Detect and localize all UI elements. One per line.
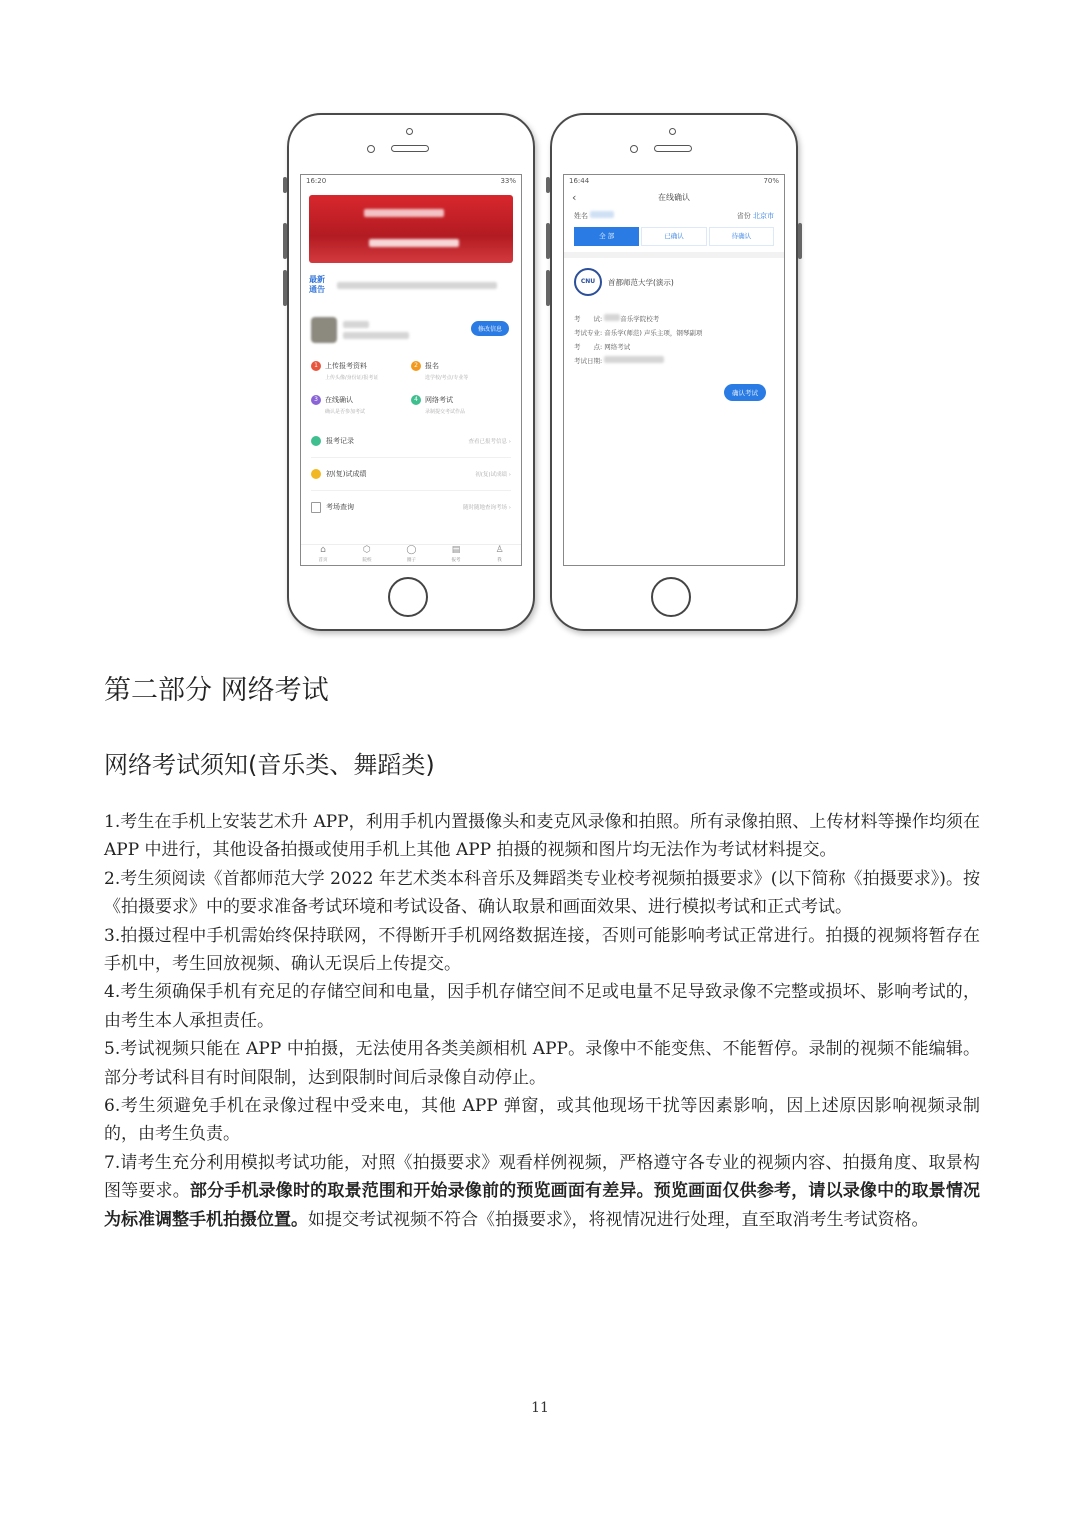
tab-home[interactable]	[318, 546, 327, 565]
exam-details	[574, 312, 774, 368]
tab-label: 我	[497, 557, 502, 563]
status-battery: 33%	[500, 177, 516, 185]
paragraph-3: 3.拍摄过程中手机需始终保持联网，不得断开手机网络数据连接，否则可能影响考试正常进行。拍摄的视频将暂存在手机中，考生回放视频、确认无误后上传提交。	[104, 925, 980, 975]
screen-title: 在线确认	[658, 192, 690, 202]
user-profile	[311, 315, 511, 345]
menu-item-label: 报名	[425, 362, 439, 370]
status-battery: 70%	[763, 177, 779, 185]
university-logo-icon: CNU	[574, 268, 602, 296]
earpiece	[391, 145, 429, 152]
status-bar	[301, 175, 521, 187]
bottom-tab-bar	[301, 544, 521, 565]
paragraph-7-bold: 部分手机录像时的取景范围和开始录像前的预览画面有差异。预览画面仅供参考，请以录像中的取景情况为标准调整手机拍摄位置。	[104, 1181, 981, 1230]
sub-title: 网络考试须知(音乐类、舞蹈类)	[104, 751, 435, 779]
edit-info-button[interactable]: 修改信息	[471, 321, 509, 336]
detail-label: 考 点:	[574, 343, 603, 351]
user-icon: ♙	[495, 544, 504, 555]
sensor	[630, 145, 638, 153]
phone-screen	[300, 174, 522, 566]
side-button	[546, 177, 550, 193]
status-time: 16:20	[306, 177, 327, 185]
menu-item-sub: 选学校/考点/专业等	[425, 375, 469, 381]
province-label: 省份	[736, 212, 751, 220]
detail-value: 音乐学(师范) 声乐主项，钢琴副项	[604, 329, 703, 337]
notice-body	[104, 808, 980, 1234]
page-number: 11	[531, 1400, 549, 1416]
paragraph-7-text-end: 如提交考试视频不符合《拍摄要求》，将视情况进行处理，直至取消考生考试资格。	[308, 1209, 929, 1230]
detail-label: 考试专业:	[574, 329, 603, 337]
step-3-icon: 3	[311, 395, 321, 405]
score-icon	[311, 469, 321, 479]
filter-tabs	[574, 227, 774, 246]
avatar	[311, 317, 337, 343]
step-4-icon: 4	[411, 395, 421, 405]
step-2-icon: 2	[411, 361, 421, 371]
menu-grid	[311, 361, 511, 415]
side-button	[798, 223, 802, 259]
list-item[interactable]	[311, 458, 511, 491]
nav-bar	[564, 187, 784, 207]
list-item-label: 初(复)试成绩	[326, 470, 367, 478]
paragraph-6: 6.考生须避免手机在录像过程中受来电，其他 APP 弹窗，或其他现场干扰等因素影响，因上述原因影响视频录制的，由考生负责。	[104, 1096, 980, 1145]
school-icon: ⬡	[363, 544, 371, 555]
list-item-hint: 查看已报考信息 ›	[468, 439, 511, 445]
tab-schools[interactable]	[362, 546, 371, 565]
record-icon	[311, 436, 321, 446]
menu-item-sub: 确认是否参加考试	[325, 409, 366, 415]
phone-mockup-online-confirm	[550, 113, 798, 631]
front-camera	[669, 128, 676, 135]
notice-bar[interactable]	[309, 275, 513, 295]
side-button	[546, 223, 550, 259]
tab-me[interactable]	[495, 546, 503, 565]
divider	[564, 252, 784, 258]
paragraph-2: 2.考生须阅读《首都师范大学 2022 年艺术类本科音乐及舞蹈类专业校考视频拍摄要求》(以下简称《拍摄要求》)。按《拍摄要求》中的要求准备考试环境和考试设备、确认取景和画面效果、进行模拟考试和正式考试。	[104, 868, 980, 918]
home-icon: ⌂	[320, 544, 326, 555]
university-name: 首都师范大学(演示)	[608, 277, 674, 287]
menu-item[interactable]	[311, 361, 411, 381]
side-button	[283, 270, 287, 306]
detail-label: 考试日期:	[574, 357, 603, 365]
status-bar	[564, 175, 784, 187]
side-button	[283, 223, 287, 259]
menu-item-sub: 上传头像/身份证/报考证	[325, 375, 379, 381]
university-header	[574, 268, 774, 296]
paragraph-4: 4.考生须确保手机有充足的存储空间和电量，因手机存储空间不足或电量不足导致录像不完整或损坏、影响考试的，由考生本人承担责任。	[104, 982, 980, 1031]
phone-mockup-home	[287, 113, 535, 631]
list-item[interactable]	[311, 491, 511, 523]
earpiece	[654, 145, 692, 152]
list-item-hint: 随时随地查询考场 ›	[463, 505, 511, 511]
menu-item-label: 在线确认	[325, 396, 353, 404]
tab-label: 圈子	[406, 557, 416, 563]
tab-label: 院校	[362, 557, 372, 563]
menu-item-sub: 录制提交考试作品	[425, 409, 466, 415]
paragraph-1: 1.考生在手机上安装艺术升 APP，利用手机内置摄像头和麦克风录像和拍照。所有录像拍照、上传材料等操作均须在 APP 中进行，其他设备拍摄或使用手机上其他 APP 拍摄的视频和图片均无法作为考试材料提交。	[104, 812, 980, 861]
tab-apply[interactable]	[451, 546, 460, 565]
detail-value: 音乐学院校考	[620, 315, 660, 323]
list-item-label: 报考记录	[326, 437, 354, 445]
side-button	[546, 270, 550, 306]
applicant-info	[574, 211, 774, 221]
notice-text	[337, 282, 497, 289]
notice-label: 最新通告	[309, 275, 325, 294]
paragraph-7-text: 7.请考生充分利用模拟考试功能，对照《拍摄要求》观看样例视频，严格遵守各专业的视频内容、拍摄角度、取景构图等要求。	[104, 1152, 980, 1202]
chat-icon: ◯	[406, 544, 417, 555]
home-banner[interactable]	[309, 195, 513, 263]
home-button	[388, 577, 428, 617]
tab-all[interactable]: 全 部	[574, 227, 639, 246]
sensor	[367, 145, 375, 153]
phone-screen	[563, 174, 785, 566]
front-camera	[406, 128, 413, 135]
confirm-exam-button[interactable]: 确认考试	[724, 384, 766, 401]
side-button	[283, 177, 287, 193]
list-item[interactable]	[311, 425, 511, 458]
tab-circle[interactable]	[406, 546, 416, 565]
home-button	[651, 577, 691, 617]
paragraph-7	[104, 1149, 980, 1234]
paragraph-5: 5.考试视频只能在 APP 中拍摄，无法使用各类美颜相机 APP。录像中不能变焦、不能暂停。录制的视频不能编辑。部分考试科目有时间限制，达到限制时间后录像自动停止。	[104, 1039, 980, 1088]
menu-item-label: 网络考试	[425, 396, 453, 404]
tab-pending[interactable]: 待确认	[709, 227, 774, 246]
menu-item[interactable]	[411, 361, 511, 381]
step-1-icon: 1	[311, 361, 321, 371]
tab-label: 报考	[451, 557, 461, 563]
list-item-hint: 初(复)试成绩 ›	[475, 472, 511, 478]
detail-value: 网络考试	[604, 343, 631, 351]
tab-label: 首页	[318, 557, 328, 563]
menu-item[interactable]	[311, 395, 411, 415]
list-item-label: 考场查询	[326, 503, 354, 511]
section-title: 第二部分 网络考试	[104, 675, 329, 706]
menu-item[interactable]	[411, 395, 511, 415]
document-icon	[311, 502, 321, 513]
province-value: 北京市	[753, 212, 774, 220]
tab-confirmed[interactable]: 已确认	[641, 227, 706, 246]
menu-item-label: 上传报考资料	[325, 362, 367, 370]
detail-label: 考 试:	[574, 315, 603, 323]
apply-icon: ▤	[451, 544, 461, 555]
back-arrow-icon[interactable]: ‹	[572, 190, 577, 204]
status-time: 16:44	[569, 177, 590, 185]
name-label: 姓名	[574, 212, 588, 220]
